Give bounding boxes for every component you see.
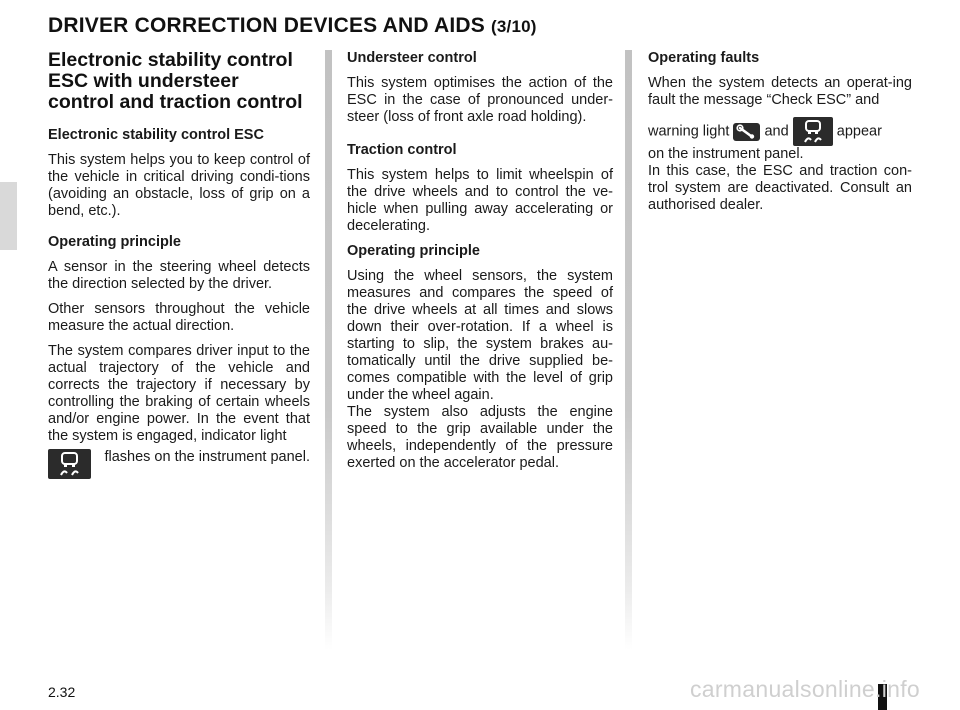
paragraph: Using the wheel sensors, the system measures and compares the speed of the drive wheels at all times and slows down their over-rotation. If a wheel is starting to slip, the system brakes au-tomatically until the drive supplied be-comes compatible with the level of grip under the wheel again.	[347, 268, 613, 403]
subheading: Operating principle	[347, 243, 480, 259]
subheading: Electronic stability control ESC	[48, 127, 264, 143]
column-left	[48, 50, 310, 479]
esc-skid-icon	[48, 449, 91, 479]
subheading: Traction control	[347, 142, 457, 158]
paragraph: The system also adjusts the engine speed to the grip available under the wheels, independently of the pressure exerted on the accelerator pedal.	[347, 404, 613, 471]
column-divider	[625, 50, 632, 650]
paragraph: In this case, the ESC and traction con-trol system are deactivated. Consult an authorised dealer.	[648, 163, 912, 213]
section-side-tab	[0, 182, 17, 250]
paragraph: Other sensors throughout the vehicle measure the actual direction.	[48, 301, 310, 334]
paragraph: A sensor in the steering wheel detects the direction selected by the driver.	[48, 259, 310, 292]
esc-skid-icon	[793, 117, 833, 146]
paragraph: When the system detects an operat-ing fault the message “Check ESC” and	[648, 75, 912, 108]
section-heading: Electronic stability control ESC with understeer control and traction control	[48, 49, 303, 113]
page-part-indicator: (3/10)	[491, 17, 537, 36]
paragraph-with-icons	[648, 117, 912, 146]
text-fragment: warning light	[648, 123, 730, 140]
page-number: 2.32	[48, 684, 76, 700]
text-fragment: appear	[836, 123, 882, 140]
paragraph: This system helps to limit wheelspin of the drive wheels and to control the ve-hicle when pulling away accelerating or decelerating.	[347, 167, 613, 234]
text-fragment: and	[764, 123, 789, 140]
subheading: Operating faults	[648, 50, 760, 66]
paragraph: This system optimises the action of the ESC in the case of pronounced under-steer (loss of front axle road holding).	[347, 75, 613, 125]
page-title-text: DRIVER CORRECTION DEVICES AND AIDS	[48, 14, 485, 37]
wrench-icon	[733, 123, 760, 141]
subheading: Understeer control	[347, 50, 477, 66]
paragraph	[48, 449, 310, 466]
column-divider	[325, 50, 332, 650]
subheading: Operating principle	[48, 234, 181, 250]
paragraph: The system compares driver input to the actual trajectory of the vehicle and corrects the trajectory if necessary by controlling the braking of certain wheels and/or engine power. In the event that the system is engaged, indicator light	[48, 343, 310, 444]
paragraph: on the instrument panel.	[648, 146, 804, 162]
watermark: carmanualsonline.info	[689, 676, 920, 702]
column-right	[648, 50, 912, 222]
paragraph-continuation: flashes on the instrument panel.	[104, 449, 310, 465]
page-title	[48, 14, 537, 38]
column-middle	[347, 50, 613, 480]
paragraph: This system helps you to keep control of the vehicle in critical driving condi-tions (avoiding an obstacle, loss of grip on a bend, etc.).	[48, 152, 310, 219]
